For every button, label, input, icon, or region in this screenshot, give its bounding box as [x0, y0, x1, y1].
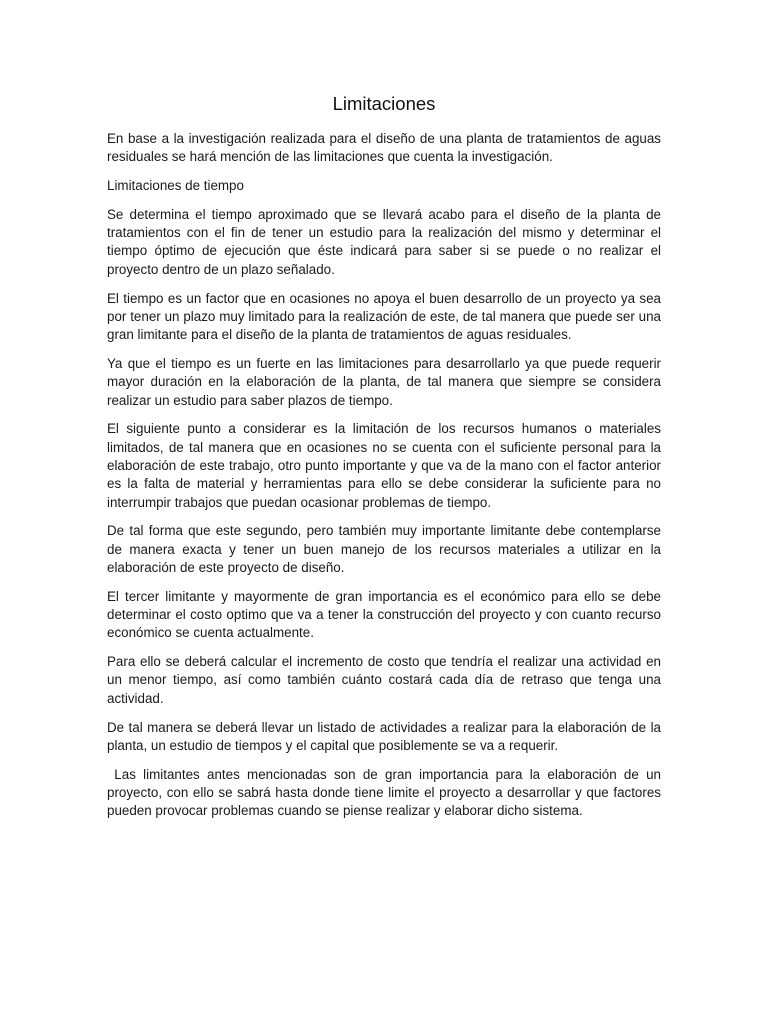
- paragraph-7: Para ello se deberá calcular el incremento de costo que tendría el realizar una actividad en un menor tiempo, así como también cuánto costará cada día de retraso que tenga una actividad.: [107, 654, 661, 706]
- paragraph-2: El tiempo es un factor que en ocasiones no apoya el buen desarrollo de un proyecto ya sea por tener un plazo muy limitado para la realización de este, de tal manera que puede ser una gran limitante para el diseño de la planta de tratamientos de aguas residuales.: [107, 290, 661, 343]
- paragraph-6: El tercer limitante y mayormente de gran importancia es el económico para ello se debe determinar el costo optimo que va a tener la construcción del proyecto y con cuanto recurso económico se cuenta actualmente.: [107, 588, 661, 641]
- document-title: Limitaciones: [332, 93, 436, 114]
- intro-paragraph: En base a la investigación realizada para el diseño de una planta de tratamientos de aguas residuales se hará mención de las limitaciones que cuenta la investigación.: [107, 131, 661, 165]
- paragraph-1: Se determina el tiempo aproximado que se llevará acabo para el diseño de la planta de tratamientos con el fin de tener un estudio para la realización del mismo y determinar el tiempo óptimo de ejecución que éste indicará para saber si se puede o no realizar el proyecto dentro de un plazo señalado.: [107, 206, 661, 277]
- paragraph-4: El siguiente punto a considerar es la limitación de los recursos humanos o materiales limitados, de tal manera que en ocasiones no se cuenta con el suficiente personal para la elaboración de este trabajo, otro punto importante y que va de la mano con el factor anterior es la falta de material y herramientas para ello se debe considerar la suficiente para no interrumpir trabajos que puedan ocasionar problemas de tiempo.: [107, 421, 661, 510]
- paragraph-3: Ya que el tiempo es un fuerte en las limitaciones para desarrollarlo ya que puede requerir mayor duración en la elaboración de la planta, de tal manera que siempre se considera realizar un estudio para saber plazos de tiempo.: [107, 355, 661, 408]
- section-subheading: Limitaciones de tiempo: [107, 178, 244, 194]
- paragraph-8: De tal manera se deberá llevar un listado de actividades a realizar para la elaboración de la planta, un estudio de tiempos y el capital que posiblemente se va a requerir.: [107, 719, 661, 753]
- paragraph-5: De tal forma que este segundo, pero también muy importante limitante debe contemplarse de manera exacta y tener un buen manejo de los recursos materiales a utilizar en la elaboración de este proyecto de diseño.: [107, 523, 661, 575]
- paragraph-9: Las limitantes antes mencionadas son de gran importancia para la elaboración de un proyecto, con ello se sabrá hasta donde tiene limite el proyecto a desarrollar y que factores pueden provocar problemas cuando se piense realizar y elaborar dicho sistema.: [107, 766, 665, 819]
